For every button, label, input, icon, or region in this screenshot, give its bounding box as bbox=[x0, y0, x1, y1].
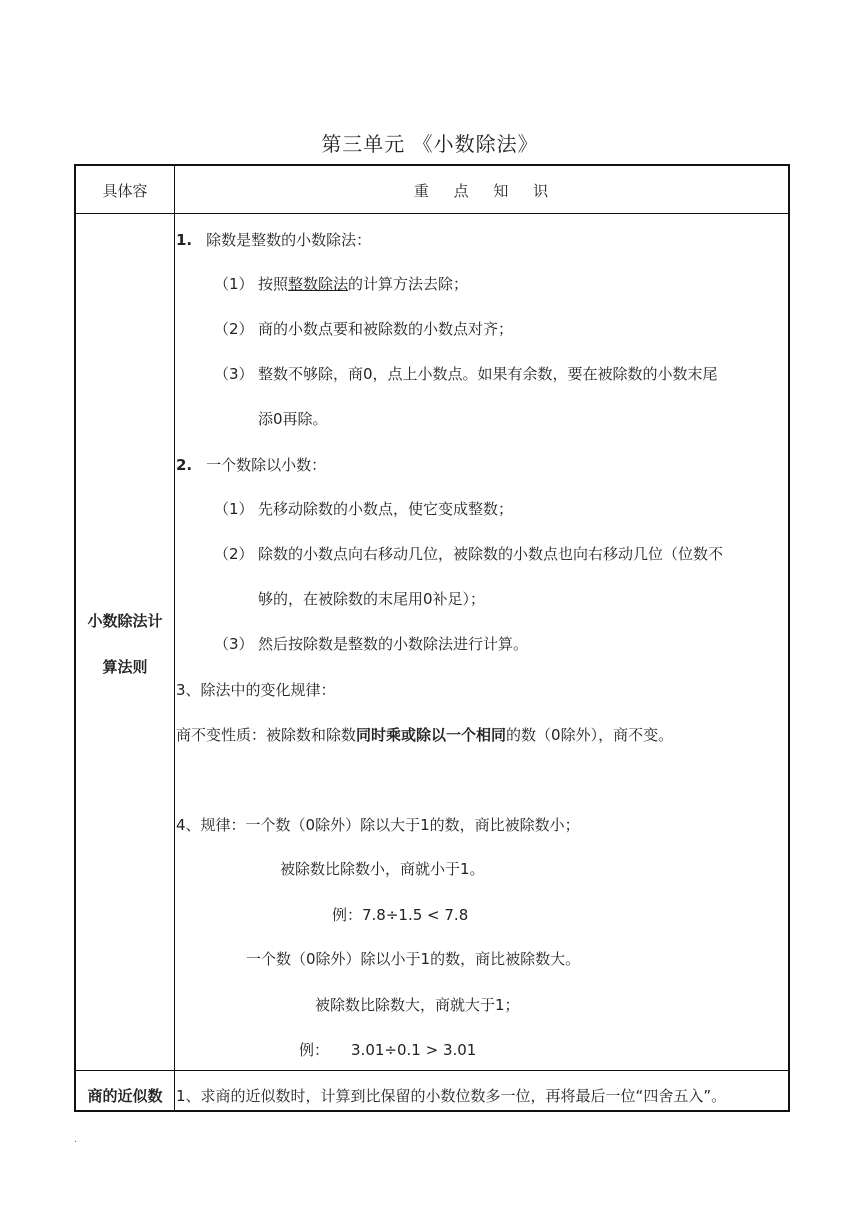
knowledge-table bbox=[74, 164, 790, 1112]
row1-label-line2: 算法则 bbox=[102, 658, 148, 676]
column-divider bbox=[174, 166, 175, 1110]
rule-text-pre: 商不变性质：被除数和除数 bbox=[176, 726, 357, 744]
section4-line2: 被除数比除数小，商就小于1。 bbox=[280, 860, 485, 878]
section2-item3 bbox=[214, 633, 528, 654]
item-number: （1） bbox=[214, 500, 254, 518]
header-col2: 重 点 知 识 bbox=[413, 182, 550, 200]
item-number: （3） bbox=[214, 365, 254, 383]
row2-text: 1、求商的近似数时，计算到比保留的小数位数多一位，再将最后一位“四舍五入”。 bbox=[176, 1087, 727, 1105]
page-title: 第三单元 《小数除法》 bbox=[321, 132, 539, 156]
example-expression: 3.01÷0.1 > 3.01 bbox=[351, 1041, 477, 1059]
item-number: （1） bbox=[214, 275, 254, 293]
section1-item3 bbox=[214, 363, 718, 384]
section4-example2 bbox=[299, 1039, 476, 1060]
section4-line5: 被除数比除数大，商就大于1； bbox=[315, 996, 520, 1014]
section2-title: 一个数除以小数： bbox=[206, 456, 327, 474]
section1-number: 1. bbox=[176, 231, 193, 249]
section4-line1: 4、规律：一个数（0除外）除以大于1的数，商比被除数小； bbox=[176, 816, 580, 834]
rule-text-post: 的数（0除外），商不变。 bbox=[506, 726, 674, 744]
item-number: （2） bbox=[214, 320, 254, 338]
item-number: （2） bbox=[214, 545, 254, 563]
row2-label: 商的近似数 bbox=[87, 1087, 163, 1105]
section2-item2-continued: 够的，在被除数的末尾用0补足）； bbox=[258, 590, 486, 608]
item-number: （3） bbox=[214, 635, 254, 653]
section1-title: 除数是整数的小数除法： bbox=[206, 231, 372, 249]
section4-line4: 一个数（0除外）除以小于1的数，商比被除数大。 bbox=[246, 950, 581, 968]
section3-title: 3、除法中的变化规律： bbox=[176, 681, 336, 699]
item-text-post: 的计算方法去除； bbox=[348, 275, 469, 293]
item-text: 整数不够除，商0，点上小数点。如果有余数，要在被除数的小数末尾 bbox=[258, 365, 718, 383]
section1-heading bbox=[176, 229, 371, 250]
row1-label-line1: 小数除法计 bbox=[87, 612, 163, 630]
underlined-term: 整数除法 bbox=[288, 275, 349, 293]
section3-rule bbox=[176, 724, 673, 745]
header-col1: 具体容 bbox=[102, 182, 148, 200]
footer-dot: . bbox=[74, 1134, 78, 1145]
section1-item1 bbox=[214, 273, 468, 294]
row-divider bbox=[76, 1070, 788, 1071]
section4-example1: 例：7.8÷1.5 < 7.8 bbox=[332, 906, 469, 924]
item-text: 商的小数点要和被除数的小数点对齐； bbox=[258, 320, 514, 338]
section2-heading bbox=[176, 454, 326, 475]
item-text: 除数的小数点向右移动几位，被除数的小数点也向右移动几位（位数不 bbox=[258, 545, 724, 563]
item-text-pre: 按照 bbox=[258, 275, 289, 293]
section1-item3-continued: 添0再除。 bbox=[258, 410, 328, 428]
section1-item2 bbox=[214, 318, 513, 339]
section2-number: 2. bbox=[176, 456, 193, 474]
section2-item1 bbox=[214, 498, 513, 519]
header-divider bbox=[76, 213, 788, 214]
example-label: 例： bbox=[299, 1041, 330, 1059]
rule-text-bold: 同时乘或除以一个相同 bbox=[356, 726, 507, 744]
item-text: 然后按除数是整数的小数除法进行计算。 bbox=[258, 635, 529, 653]
item-text: 先移动除数的小数点，使它变成整数； bbox=[258, 500, 514, 518]
section2-item2 bbox=[214, 543, 723, 564]
